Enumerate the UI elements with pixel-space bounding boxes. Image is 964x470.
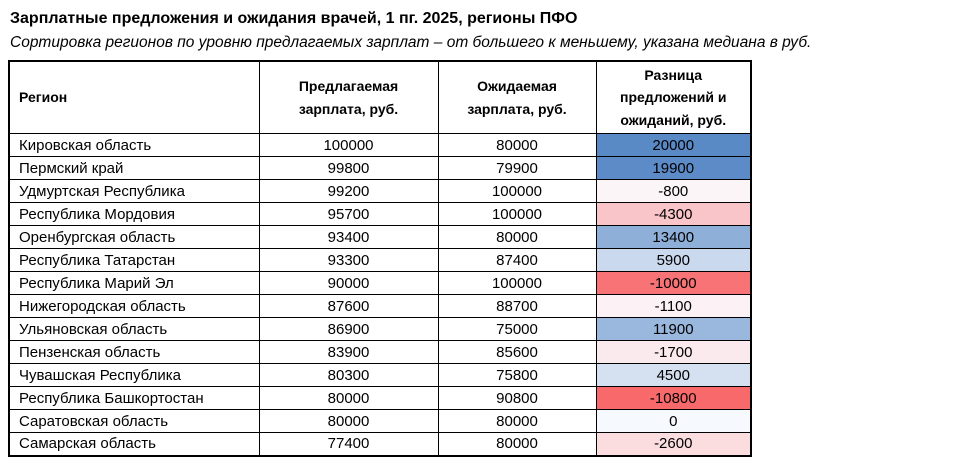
offered-salary-cell: 99200 [259,180,438,203]
offered-salary-cell: 80000 [259,410,438,433]
offered-salary-cell: 93400 [259,226,438,249]
column-header-region: Регион [9,61,259,134]
page-title: Зарплатные предложения и ожидания врачей, 1 пг. 2025, регионы ПФО [10,10,578,27]
offered-salary-cell: 80300 [259,364,438,387]
table-header [9,61,751,134]
region-cell: Республика Башкортостан [9,387,259,410]
table-row [9,249,751,272]
expected-salary-cell: 80000 [438,134,596,157]
expected-salary-cell: 100000 [438,272,596,295]
table-row [9,433,751,456]
expected-salary-cell: 100000 [438,203,596,226]
expected-salary-cell: 85600 [438,341,596,364]
offered-salary-cell: 86900 [259,318,438,341]
region-cell: Саратовская область [9,410,259,433]
table-row [9,157,751,180]
table-row [9,180,751,203]
region-cell: Республика Марий Эл [9,272,259,295]
difference-cell: -1700 [596,341,751,364]
table-row [9,226,751,249]
column-header-offered: Предлагаемая зарплата, руб. [259,61,438,134]
offered-salary-cell: 100000 [259,134,438,157]
difference-cell: -800 [596,180,751,203]
expected-salary-cell: 80000 [438,433,596,456]
header-row [9,61,751,134]
offered-salary-cell: 83900 [259,341,438,364]
offered-salary-cell: 95700 [259,203,438,226]
table-row [9,318,751,341]
salary-table [8,60,752,457]
expected-salary-cell: 100000 [438,180,596,203]
expected-salary-cell: 80000 [438,410,596,433]
expected-salary-cell: 80000 [438,226,596,249]
region-cell: Самарская область [9,433,259,456]
expected-salary-cell: 79900 [438,157,596,180]
region-cell: Оренбургская область [9,226,259,249]
region-cell: Кировская область [9,134,259,157]
table-row [9,203,751,226]
difference-cell: 19900 [596,157,751,180]
region-cell: Пермский край [9,157,259,180]
column-header-difference: Разница предложений и ожиданий, руб. [596,61,751,134]
difference-cell: 11900 [596,318,751,341]
table-row [9,364,751,387]
region-cell: Нижегородская область [9,295,259,318]
offered-salary-cell: 87600 [259,295,438,318]
region-cell: Ульяновская область [9,318,259,341]
difference-cell: -4300 [596,203,751,226]
region-cell: Республика Татарстан [9,249,259,272]
table-row [9,134,751,157]
difference-cell: -2600 [596,433,751,456]
expected-salary-cell: 88700 [438,295,596,318]
difference-cell: -1100 [596,295,751,318]
column-header-expected: Ожидаемая зарплата, руб. [438,61,596,134]
difference-cell: -10800 [596,387,751,410]
offered-salary-cell: 99800 [259,157,438,180]
table-row [9,295,751,318]
difference-cell: 0 [596,410,751,433]
expected-salary-cell: 75000 [438,318,596,341]
region-cell: Удмуртская Республика [9,180,259,203]
difference-cell: -10000 [596,272,751,295]
region-cell: Пензенская область [9,341,259,364]
expected-salary-cell: 90800 [438,387,596,410]
offered-salary-cell: 80000 [259,387,438,410]
difference-cell: 4500 [596,364,751,387]
region-cell: Чувашская Республика [9,364,259,387]
offered-salary-cell: 93300 [259,249,438,272]
region-cell: Республика Мордовия [9,203,259,226]
difference-cell: 13400 [596,226,751,249]
table-row [9,410,751,433]
expected-salary-cell: 75800 [438,364,596,387]
offered-salary-cell: 90000 [259,272,438,295]
page-subtitle: Сортировка регионов по уровню предлагаемых зарплат – от большего к меньшему, указана медиана в руб. [10,34,812,51]
offered-salary-cell: 77400 [259,433,438,456]
expected-salary-cell: 87400 [438,249,596,272]
difference-cell: 20000 [596,134,751,157]
difference-cell: 5900 [596,249,751,272]
table-row [9,387,751,410]
table-row [9,341,751,364]
table-row [9,272,751,295]
table-body [9,134,751,456]
